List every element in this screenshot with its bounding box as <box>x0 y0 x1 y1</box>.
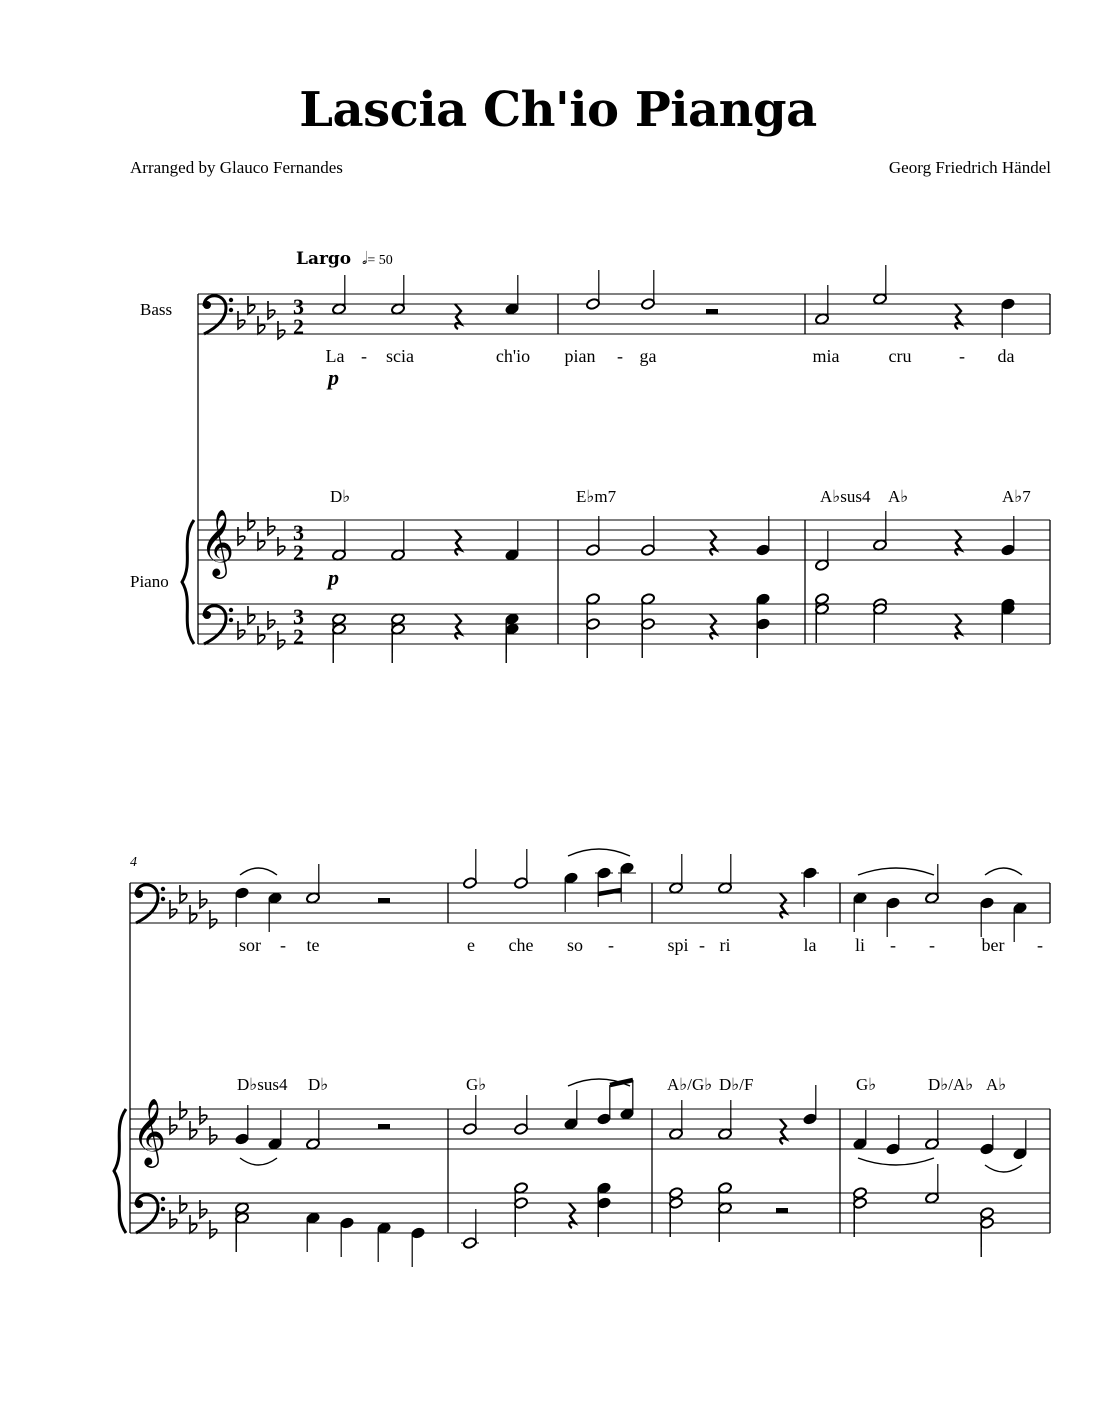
bass-clef-icon <box>135 1200 143 1208</box>
slur <box>240 1158 277 1165</box>
notehead <box>332 303 347 315</box>
chord-note <box>597 1197 612 1237</box>
quarter-rest-icon <box>955 304 961 329</box>
quarter-rest-icon <box>955 530 961 555</box>
quarter-rest-icon <box>780 1119 786 1144</box>
notehead <box>853 1138 868 1150</box>
notehead <box>886 1143 901 1155</box>
tempo-bpm: = 50 <box>367 253 393 268</box>
quarter-rest-icon <box>455 614 461 639</box>
lyric-syllable: ga <box>639 346 657 366</box>
notehead <box>641 298 656 310</box>
notehead <box>332 549 347 561</box>
notehead <box>235 1212 250 1224</box>
lyric-syllable: ch'io <box>495 346 531 366</box>
lyric-syllable: - <box>929 935 935 955</box>
note <box>620 1080 635 1120</box>
notehead <box>463 877 478 889</box>
notehead <box>669 1197 684 1209</box>
chord-note <box>391 623 406 663</box>
lyric-syllable: La <box>325 346 345 366</box>
chord-note <box>514 1197 529 1237</box>
bass-clef-icon <box>203 611 211 619</box>
note <box>618 862 636 902</box>
slur <box>985 868 1022 875</box>
notehead <box>718 1202 733 1214</box>
notehead <box>980 897 995 909</box>
note <box>235 887 250 927</box>
flat-icon <box>248 296 255 314</box>
note <box>1013 902 1028 942</box>
notehead <box>873 293 888 305</box>
note <box>411 1227 426 1267</box>
bass-clef-dot <box>229 618 233 622</box>
notehead <box>586 593 601 605</box>
chord-note <box>815 603 830 643</box>
note <box>886 1115 901 1155</box>
notehead <box>391 303 406 315</box>
notehead <box>268 892 283 904</box>
notehead <box>586 298 601 310</box>
notehead <box>980 1217 995 1229</box>
lyric-syllable: - <box>608 935 614 955</box>
chord-note <box>505 623 520 663</box>
notehead <box>718 1182 733 1194</box>
chord-symbol: A♭/G♭ <box>667 1075 713 1094</box>
chord-note <box>1001 598 1016 638</box>
note <box>815 531 830 571</box>
note <box>377 1222 392 1262</box>
lyric-syllable: da <box>997 346 1015 366</box>
lyric-syllable: - <box>1037 935 1043 955</box>
measure-number: 4 <box>130 855 137 870</box>
notehead <box>463 1123 478 1135</box>
notehead <box>669 1128 684 1140</box>
note <box>886 897 901 937</box>
notehead <box>980 1207 995 1219</box>
chord-symbol: G♭ <box>856 1075 877 1094</box>
chord-note <box>853 1197 868 1237</box>
note <box>586 270 601 310</box>
note <box>853 1110 868 1150</box>
note <box>980 1115 995 1155</box>
note <box>586 516 601 556</box>
composer-credit: Georg Friedrich Händel <box>888 158 1051 177</box>
chord-symbol: A♭sus4 <box>820 487 871 506</box>
lyric-syllable: - <box>699 935 705 955</box>
lyric-syllable: mia <box>812 346 840 366</box>
chord-symbol: D♭/F <box>719 1075 754 1094</box>
quarter-rest-icon <box>710 530 716 555</box>
arranger-credit: Arranged by Glauco Fernandes <box>130 158 343 177</box>
note <box>641 270 656 310</box>
note <box>641 516 656 556</box>
notehead <box>564 872 579 884</box>
quarter-rest-icon <box>455 530 461 555</box>
note <box>505 275 520 315</box>
chord-symbol: A♭7 <box>1002 487 1031 506</box>
notehead <box>391 549 406 561</box>
half-rest-icon <box>378 1124 390 1129</box>
note <box>306 1110 321 1150</box>
treble-clef-icon: 𝄞 <box>200 510 235 575</box>
lyric-syllable: li <box>854 935 866 955</box>
flat-icon <box>258 532 265 550</box>
note <box>853 892 868 932</box>
notehead <box>235 887 250 899</box>
note <box>306 1212 321 1252</box>
notation-layer <box>114 265 1050 1267</box>
note <box>873 265 888 305</box>
notehead <box>597 1182 612 1194</box>
note <box>268 892 283 932</box>
note <box>564 872 579 912</box>
notehead <box>925 1192 940 1204</box>
notehead <box>377 1222 392 1234</box>
chord-symbol: D♭ <box>308 1075 329 1094</box>
note <box>815 285 830 325</box>
note <box>340 1217 355 1257</box>
notehead <box>641 544 656 556</box>
note <box>463 849 478 889</box>
note <box>718 1100 733 1140</box>
note <box>980 897 995 937</box>
chord-symbol: D♭ <box>330 487 351 506</box>
chord-symbol: G♭ <box>466 1075 487 1094</box>
note <box>1001 516 1016 556</box>
bass-clef-dot <box>229 308 233 312</box>
notehead <box>886 897 901 909</box>
chord-note <box>873 603 888 643</box>
score-title: Lascia Ch'io Pianga <box>299 82 817 138</box>
notehead <box>514 1197 529 1209</box>
notehead <box>756 544 771 556</box>
slur <box>985 1165 1022 1172</box>
chord-symbol: A♭ <box>986 1075 1007 1094</box>
note <box>268 1110 283 1150</box>
notehead <box>597 1113 612 1125</box>
lyric-syllable: ber <box>981 935 1005 955</box>
lyric-syllable: so <box>566 935 584 955</box>
note <box>718 854 733 894</box>
notehead <box>306 892 321 904</box>
lyric-syllable: cru <box>888 346 912 366</box>
notehead <box>815 559 830 571</box>
dynamic-piano-keyboard: p <box>328 565 339 590</box>
note <box>597 1085 612 1125</box>
piano-brace <box>114 1109 126 1233</box>
flat-icon <box>180 885 187 903</box>
dynamic-piano-voice: p <box>328 365 339 390</box>
note <box>514 1095 529 1135</box>
notehead <box>641 593 656 605</box>
notehead <box>1013 902 1028 914</box>
time-signature-top: 3 <box>293 604 304 629</box>
chord-note <box>718 1182 733 1222</box>
notehead <box>391 613 406 625</box>
note <box>514 849 529 889</box>
half-note-icon: 𝅗𝅥 <box>356 249 368 269</box>
tempo-word: Largo <box>296 249 352 269</box>
notehead <box>564 1118 579 1130</box>
notehead <box>306 1138 321 1150</box>
chord-note <box>641 618 656 658</box>
quarter-rest-icon <box>780 893 786 918</box>
notehead <box>803 867 818 879</box>
bass-clef-dot <box>161 887 165 891</box>
notehead <box>586 618 601 630</box>
note <box>505 521 520 561</box>
notehead <box>669 1187 684 1199</box>
notehead <box>925 1138 940 1150</box>
note <box>391 275 406 315</box>
notehead <box>235 1133 250 1145</box>
lyric-syllable: pian <box>564 346 596 366</box>
notehead <box>514 1123 529 1135</box>
note <box>595 867 613 907</box>
notehead <box>815 603 830 615</box>
time-signature-bottom: 2 <box>293 624 304 649</box>
chord-note <box>669 1197 684 1237</box>
bass-clef-dot <box>161 897 165 901</box>
flat-icon <box>190 1121 197 1139</box>
half-rest-icon <box>378 898 390 903</box>
flat-icon <box>190 905 197 923</box>
half-rest-icon <box>706 309 718 314</box>
flat-icon <box>190 1215 197 1233</box>
time-signature-top: 3 <box>293 294 304 319</box>
flat-icon <box>180 1195 187 1213</box>
notehead <box>980 1143 995 1155</box>
note <box>803 1085 818 1125</box>
note <box>463 1095 478 1135</box>
chord-symbol: D♭sus4 <box>237 1075 288 1094</box>
quarter-rest-icon <box>955 614 961 639</box>
chord-symbol: A♭ <box>888 487 909 506</box>
lyric-syllable: - <box>361 346 367 366</box>
quarter-rest-icon <box>569 1203 575 1228</box>
notehead <box>391 623 406 635</box>
notehead <box>514 1182 529 1194</box>
notehead <box>1001 298 1016 310</box>
treble-clef-icon: 𝄞 <box>132 1099 167 1164</box>
notehead <box>332 623 347 635</box>
lyric-syllable: la <box>803 935 817 955</box>
flat-icon <box>258 316 265 334</box>
note <box>925 864 940 904</box>
chord-note <box>1001 603 1016 643</box>
slur <box>240 868 277 875</box>
chord-note <box>235 1212 250 1252</box>
notehead <box>268 1138 283 1150</box>
notehead <box>306 1212 321 1224</box>
quarter-rest-icon <box>710 614 716 639</box>
bass-clef-dot <box>229 298 233 302</box>
note <box>391 521 406 561</box>
notehead <box>853 1187 868 1199</box>
note <box>1001 298 1016 338</box>
notehead <box>620 1108 635 1120</box>
bass-clef-icon <box>203 301 211 309</box>
chord-note <box>756 618 771 658</box>
lyric-syllable: - <box>959 346 965 366</box>
notehead <box>669 882 684 894</box>
lyric-syllable: sor <box>239 935 261 955</box>
notehead <box>718 882 733 894</box>
piano-brace <box>182 520 194 644</box>
chord-note <box>332 623 347 663</box>
lyric-syllable: scia <box>386 346 414 366</box>
flat-icon <box>248 512 255 530</box>
time-signature-top: 3 <box>293 520 304 545</box>
notehead <box>853 1197 868 1209</box>
bass-clef-dot <box>161 1197 165 1201</box>
lyric-syllable: che <box>508 935 534 955</box>
note <box>925 1110 940 1150</box>
chord-symbol: D♭/A♭ <box>928 1075 974 1094</box>
notehead <box>340 1217 355 1229</box>
lyric-syllable: - <box>280 935 286 955</box>
notehead <box>586 544 601 556</box>
note <box>873 511 888 551</box>
notehead <box>803 1113 818 1125</box>
notehead <box>597 1197 612 1209</box>
note <box>306 864 321 904</box>
bass-clef-dot <box>229 608 233 612</box>
note <box>756 516 771 556</box>
lyric-syllable: spi <box>667 935 689 955</box>
notehead <box>463 1237 478 1249</box>
time-signature-bottom: 2 <box>293 314 304 339</box>
notehead <box>756 593 771 605</box>
lyric-syllable: ri <box>719 935 731 955</box>
bass-clef-icon <box>135 890 143 898</box>
flat-icon <box>248 606 255 624</box>
chord-note <box>718 1202 733 1242</box>
lyric-syllable: te <box>306 935 320 955</box>
note <box>332 275 347 315</box>
note <box>669 1100 684 1140</box>
notehead <box>505 613 520 625</box>
lyric-syllable: - <box>890 935 896 955</box>
piano-instrument-label: Piano <box>130 572 169 591</box>
chord-note <box>980 1217 995 1257</box>
notehead <box>853 892 868 904</box>
notehead <box>1013 1148 1028 1160</box>
note <box>564 1090 579 1130</box>
lyric-syllable: e <box>467 935 475 955</box>
notehead <box>873 539 888 551</box>
notehead <box>505 303 520 315</box>
note <box>235 1105 250 1145</box>
notehead <box>620 862 635 874</box>
notehead <box>815 313 830 325</box>
notehead <box>505 549 520 561</box>
note <box>1013 1120 1028 1160</box>
notehead <box>718 1128 733 1140</box>
notehead <box>235 1202 250 1214</box>
lyric-syllable: - <box>617 346 623 366</box>
half-rest-icon <box>776 1208 788 1213</box>
flat-icon <box>258 626 265 644</box>
note <box>461 1209 479 1249</box>
notehead <box>597 867 612 879</box>
notehead <box>411 1227 426 1239</box>
notehead <box>505 623 520 635</box>
chord-note <box>586 618 601 658</box>
voice-instrument-label: Bass <box>140 300 173 319</box>
notehead <box>756 618 771 630</box>
note <box>801 867 819 907</box>
notehead <box>815 593 830 605</box>
quarter-rest-icon <box>455 304 461 329</box>
notehead <box>332 613 347 625</box>
slur <box>568 849 630 856</box>
notehead <box>514 877 529 889</box>
note <box>669 854 684 894</box>
slur <box>858 1158 934 1165</box>
flat-icon <box>180 1101 187 1119</box>
bass-clef-dot <box>161 1207 165 1211</box>
chord-symbol: E♭m7 <box>576 487 617 506</box>
time-signature-bottom: 2 <box>293 540 304 565</box>
notehead <box>1001 544 1016 556</box>
note <box>332 521 347 561</box>
notehead <box>641 618 656 630</box>
slur <box>858 868 934 875</box>
note <box>925 1164 940 1204</box>
notehead <box>925 892 940 904</box>
